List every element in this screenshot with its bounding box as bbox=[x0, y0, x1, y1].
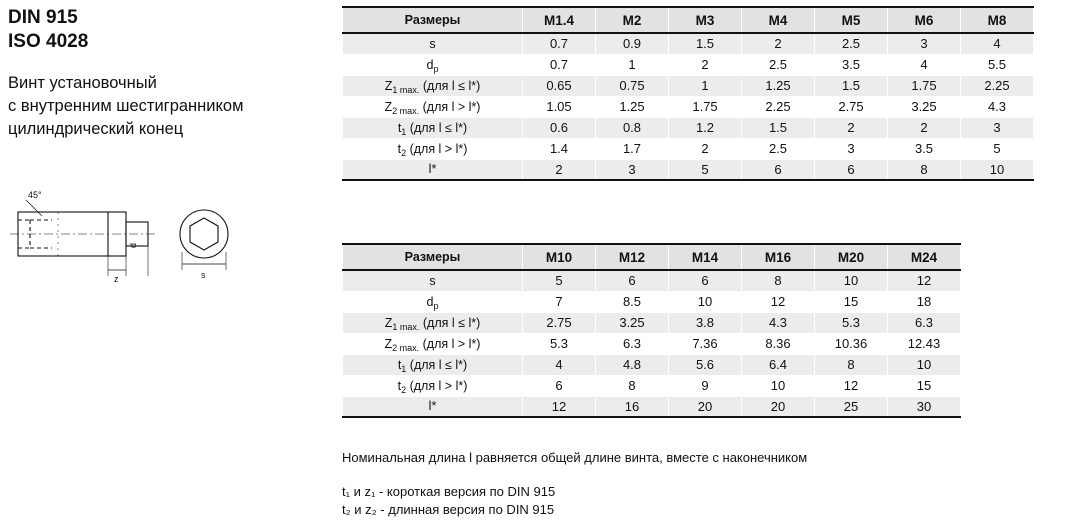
table1-cell: 1.2 bbox=[669, 117, 742, 138]
table-row bbox=[343, 117, 1034, 138]
table2-row-label: $t_1$ (для l ≤ l*) bbox=[343, 354, 523, 375]
table2-header-m12: M12 bbox=[596, 244, 669, 270]
table1-cell: 0.6 bbox=[523, 117, 596, 138]
table1-cell: 2 bbox=[669, 138, 742, 159]
table1-header-m1-4: M1.4 bbox=[523, 7, 596, 33]
table2-cell: 5.3 bbox=[523, 333, 596, 354]
table1-cell: 2.25 bbox=[961, 75, 1034, 96]
table1-cell: 1.5 bbox=[669, 33, 742, 54]
standard-title bbox=[8, 6, 338, 54]
table2-cell: 3.25 bbox=[596, 312, 669, 333]
table1-cell: 4 bbox=[888, 54, 961, 75]
table2-cell: 12 bbox=[888, 270, 961, 291]
note-nominal-length: Номинальная длина l равняется общей длине винта, вместе с наконечником bbox=[342, 450, 808, 465]
table2-row-label: $t_2$ (для l > l*) bbox=[343, 375, 523, 396]
table1-header-m5: M5 bbox=[815, 7, 888, 33]
dimensions-table-small bbox=[342, 6, 1034, 181]
table2-header-m14: M14 bbox=[669, 244, 742, 270]
table2-header-m20: M20 bbox=[815, 244, 888, 270]
description-line-1: Винт установочный bbox=[8, 74, 157, 92]
table1-cell: 3 bbox=[815, 138, 888, 159]
table2-cell: 16 bbox=[596, 396, 669, 417]
table-row bbox=[343, 138, 1034, 159]
table-row bbox=[343, 96, 1034, 117]
table-row bbox=[343, 354, 1034, 375]
table2-cell: 12 bbox=[815, 375, 888, 396]
table2-cell: 3.8 bbox=[669, 312, 742, 333]
table2-header-label: Размеры bbox=[343, 244, 523, 270]
dim-s-label: s bbox=[201, 270, 206, 280]
table2-row-label: $Z_{1 max.}$ (для l ≤ l*) bbox=[343, 312, 523, 333]
table-row bbox=[343, 54, 1034, 75]
table-row bbox=[343, 375, 1034, 396]
table1-cell: 1.5 bbox=[815, 75, 888, 96]
table2-cell: 9 bbox=[669, 375, 742, 396]
table2-header-m10: M10 bbox=[523, 244, 596, 270]
table1-cell: 2 bbox=[815, 117, 888, 138]
table2-cell: 8 bbox=[596, 375, 669, 396]
product-description bbox=[8, 72, 338, 141]
table2-cell bbox=[961, 375, 1034, 396]
table2-cell: 10.36 bbox=[815, 333, 888, 354]
table1-cell: 2.5 bbox=[815, 33, 888, 54]
table1-cell: 6 bbox=[815, 159, 888, 180]
table2-row-label: l* bbox=[343, 396, 523, 417]
table2-cell bbox=[961, 396, 1034, 417]
table2-cell: 6.4 bbox=[742, 354, 815, 375]
table2-cell bbox=[961, 291, 1034, 312]
dim-z-label: z bbox=[114, 274, 119, 284]
table2-cell: 6 bbox=[596, 270, 669, 291]
table2-cell bbox=[961, 270, 1034, 291]
table2-cell bbox=[961, 312, 1034, 333]
table2-cell: 4 bbox=[523, 354, 596, 375]
table1-cell: 1.25 bbox=[742, 75, 815, 96]
table1-cell: 0.7 bbox=[523, 33, 596, 54]
table1-cell: 2.25 bbox=[742, 96, 815, 117]
table2-cell: 20 bbox=[742, 396, 815, 417]
table2-cell bbox=[961, 354, 1034, 375]
table2-row-label: $Z_{2 max.}$ (для l > l*) bbox=[343, 333, 523, 354]
angle-label: 45° bbox=[28, 190, 42, 200]
table1-cell: 5.5 bbox=[961, 54, 1034, 75]
table2-cell: 5.6 bbox=[669, 354, 742, 375]
table2-cell: 18 bbox=[888, 291, 961, 312]
table1-cell: 1.25 bbox=[596, 96, 669, 117]
table2-cell: 6.3 bbox=[888, 312, 961, 333]
table2-cell bbox=[961, 333, 1034, 354]
dim-d-label: d bbox=[128, 242, 138, 248]
screw-technical-drawing bbox=[8, 184, 258, 294]
table2-cell: 10 bbox=[815, 270, 888, 291]
table1-header-m6: M6 bbox=[888, 7, 961, 33]
description-line-3: цилиндрический конец bbox=[8, 120, 184, 138]
table2-cell: 10 bbox=[742, 375, 815, 396]
table1-cell: 1.75 bbox=[888, 75, 961, 96]
table2-row-label: s bbox=[343, 270, 523, 291]
table2-cell: 2.75 bbox=[523, 312, 596, 333]
table1-cell: 1 bbox=[596, 54, 669, 75]
table2-header-m24: M24 bbox=[888, 244, 961, 270]
table1-cell: 3.25 bbox=[888, 96, 961, 117]
table1-cell: 4 bbox=[961, 33, 1034, 54]
table1-cell: 3 bbox=[596, 159, 669, 180]
table1-cell: 3 bbox=[888, 33, 961, 54]
table1-row-label: $t_1$ (для l ≤ l*) bbox=[343, 117, 523, 138]
table1-cell: 2.5 bbox=[742, 138, 815, 159]
table1-row-label: $Z_{2 max.}$ (для l > l*) bbox=[343, 96, 523, 117]
note-long-version: t₂ и z₂ - длинная версия по DIN 915 bbox=[342, 502, 555, 517]
table2-cell: 4.8 bbox=[596, 354, 669, 375]
table1-cell: 0.9 bbox=[596, 33, 669, 54]
table1-cell: 10 bbox=[961, 159, 1034, 180]
table2-cell: 5 bbox=[523, 270, 596, 291]
table1-cell: 2 bbox=[523, 159, 596, 180]
table-row bbox=[343, 159, 1034, 180]
table2-cell: 20 bbox=[669, 396, 742, 417]
table2-cell: 10 bbox=[888, 354, 961, 375]
table2-cell: 12 bbox=[523, 396, 596, 417]
table1-cell: 0.7 bbox=[523, 54, 596, 75]
table1-header-label: Размеры bbox=[343, 7, 523, 33]
table1-cell: 5 bbox=[961, 138, 1034, 159]
table2-cell: 7 bbox=[523, 291, 596, 312]
table2-cell: 6 bbox=[669, 270, 742, 291]
table1-cell: 6 bbox=[742, 159, 815, 180]
table1-cell: 1 bbox=[669, 75, 742, 96]
standard-din: DIN 915 bbox=[8, 7, 78, 28]
left-info-panel bbox=[8, 6, 338, 306]
table-row bbox=[343, 312, 1034, 333]
table2-cell: 8.36 bbox=[742, 333, 815, 354]
standard-iso: ISO 4028 bbox=[8, 31, 89, 52]
table1-header-m3: M3 bbox=[669, 7, 742, 33]
table2-cell: 15 bbox=[815, 291, 888, 312]
table1-cell: 1.5 bbox=[742, 117, 815, 138]
table2-cell: 12 bbox=[742, 291, 815, 312]
table2-cell: 5.3 bbox=[815, 312, 888, 333]
table1-cell: 5 bbox=[669, 159, 742, 180]
table1-cell: 2 bbox=[742, 33, 815, 54]
table-row bbox=[343, 33, 1034, 54]
table2-cell: 4.3 bbox=[742, 312, 815, 333]
table2-header-m16: M16 bbox=[742, 244, 815, 270]
table1-cell: 2 bbox=[888, 117, 961, 138]
table1-row-label: $t_2$ (для l > l*) bbox=[343, 138, 523, 159]
notes-block bbox=[342, 448, 962, 519]
table1-header-m2: M2 bbox=[596, 7, 669, 33]
table1-row-label: s bbox=[343, 33, 523, 54]
table2-row-label: $d_p$ bbox=[343, 291, 523, 312]
table-row bbox=[343, 333, 1034, 354]
note-short-version: t₁ и z₁ - короткая версия по DIN 915 bbox=[342, 484, 556, 499]
table-row bbox=[343, 270, 1034, 291]
table2-cell: 8 bbox=[742, 270, 815, 291]
table1-header-m8: M8 bbox=[961, 7, 1034, 33]
dimensions-table-large bbox=[342, 243, 1034, 418]
table2-cell: 15 bbox=[888, 375, 961, 396]
table1-cell: 3.5 bbox=[888, 138, 961, 159]
table1-cell: 0.75 bbox=[596, 75, 669, 96]
table1-cell: 0.65 bbox=[523, 75, 596, 96]
table2-header-empty bbox=[961, 244, 1034, 270]
table1-row-label: $d_p$ bbox=[343, 54, 523, 75]
table2-cell: 6 bbox=[523, 375, 596, 396]
table1-row-label: l* bbox=[343, 159, 523, 180]
table-row bbox=[343, 291, 1034, 312]
table2-cell: 7.36 bbox=[669, 333, 742, 354]
table2-cell: 8.5 bbox=[596, 291, 669, 312]
table2-cell: 25 bbox=[815, 396, 888, 417]
table1-cell: 3.5 bbox=[815, 54, 888, 75]
table2-cell: 30 bbox=[888, 396, 961, 417]
table1-cell: 8 bbox=[888, 159, 961, 180]
table1-cell: 3 bbox=[961, 117, 1034, 138]
table1-cell: 2 bbox=[669, 54, 742, 75]
table2-cell: 10 bbox=[669, 291, 742, 312]
table1-cell: 0.8 bbox=[596, 117, 669, 138]
table1-cell: 2.5 bbox=[742, 54, 815, 75]
table1-row-label: $Z_{1 max.}$ (для l ≤ l*) bbox=[343, 75, 523, 96]
table-row bbox=[343, 396, 1034, 417]
table1-cell: 1.7 bbox=[596, 138, 669, 159]
description-line-2: с внутренним шестигранником bbox=[8, 97, 244, 115]
table1-cell: 1.05 bbox=[523, 96, 596, 117]
table1-header-m4: M4 bbox=[742, 7, 815, 33]
table1-cell: 2.75 bbox=[815, 96, 888, 117]
table1-cell: 1.4 bbox=[523, 138, 596, 159]
table2-cell: 8 bbox=[815, 354, 888, 375]
table2-cell: 12.43 bbox=[888, 333, 961, 354]
table-row bbox=[343, 75, 1034, 96]
table1-cell: 4.3 bbox=[961, 96, 1034, 117]
table1-cell: 1.75 bbox=[669, 96, 742, 117]
table2-cell: 6.3 bbox=[596, 333, 669, 354]
